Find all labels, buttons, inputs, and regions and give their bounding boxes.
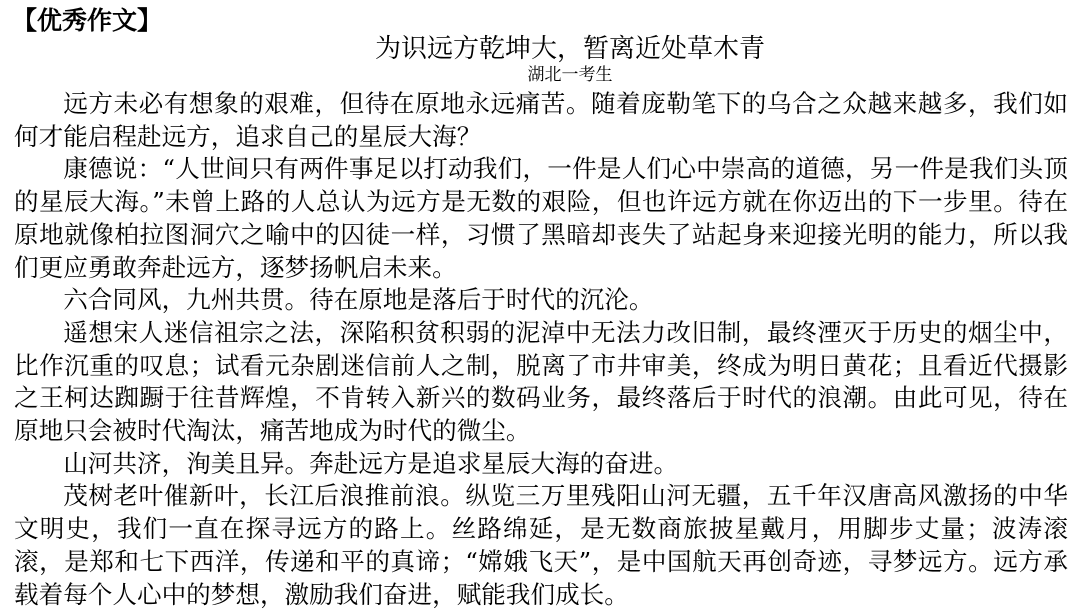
essay-title: 为识远方乾坤大，暂离近处草木青	[374, 34, 765, 64]
paragraph: 茂树老叶催新叶，长江后浪推前浪。纵览三万里残阳山河无疆，五千年汉唐高风激扬的中华文明史，我们一直在探寻远方的路上。丝路绵延，是无数商旅披星戴月，用脚步丈量；波涛滚滚，是郑和七下西洋，传递和平的真谛；“嫦娥飞天”，是中国航天再创奇迹，寻梦远方。远方承载着每个人心中的梦想，激励我们奋进，赋能我们成长。	[14, 481, 1068, 609]
paragraph: 遥想宋人迷信祖宗之法，深陷积贫积弱的泥淖中无法力改旧制，最终湮灭于历史的烟尘中，比作沉重的叹息；试看元杂剧迷信前人之制，脱离了市井审美，终成为明日黄花；且看近代摄影之王柯达踟蹰于往昔辉煌，不肯转入新兴的数码业务，最终落后于时代的浪潮。由此可见，待在原地只会被时代淘汰，痛苦地成为时代的微尘。	[14, 317, 1068, 446]
paragraph: 康德说：“人世间只有两件事足以打动我们，一件是人们心中崇高的道德，另一件是我们头顶的星辰大海。”未曾上路的人总认为远方是无数的艰险，但也许远方就在你迈出的下一步里。待在原地就像柏拉图洞穴之喻中的囚徒一样，习惯了黑暗却丧失了站起身来迎接光明的能力，所以我们更应勇敢奔赴远方，逐梦扬帆启未来。	[14, 154, 1068, 282]
essay-category-tag: 【优秀作文】	[12, 6, 163, 35]
paragraph: 六合同风，九州共贯。待在原地是落后于时代的沉沦。	[63, 285, 654, 315]
paragraph: 远方未必有想象的艰难，但待在原地永远痛苦。随着庞勒笔下的乌合之众越来越多，我们如何才能启程赴远方，追求自己的星辰大海？	[14, 89, 1068, 151]
essay-body	[14, 88, 1068, 611]
paragraph: 山河共济，洵美且异。奔赴远方是追求星辰大海的奋进。	[63, 448, 679, 478]
essay-author: 湖北一考生	[527, 65, 613, 85]
